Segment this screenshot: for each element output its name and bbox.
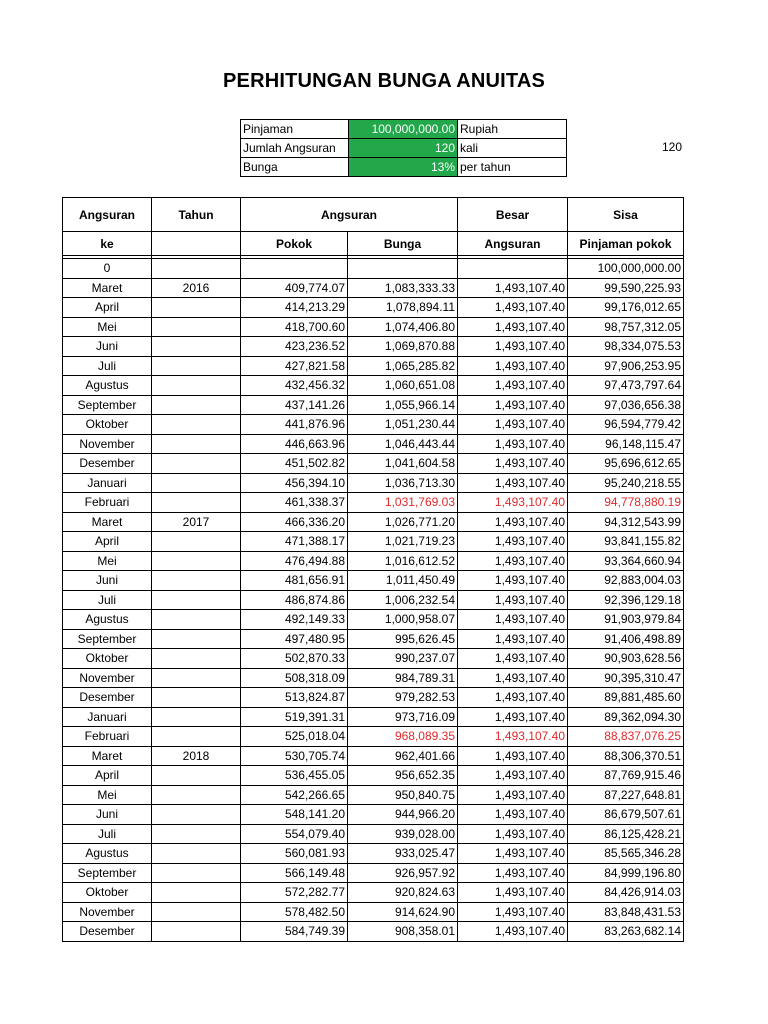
cell-ke: Desember bbox=[63, 454, 152, 474]
cell-tahun bbox=[152, 376, 241, 396]
cell-pokok: 560,081.93 bbox=[241, 844, 348, 864]
cell-ke: Maret bbox=[63, 278, 152, 298]
cell-bunga: 1,069,870.88 bbox=[348, 337, 458, 357]
cell-pokok: 525,018.04 bbox=[241, 727, 348, 747]
cell-besar: 1,493,107.40 bbox=[458, 337, 568, 357]
cell-bunga: 914,624.90 bbox=[348, 902, 458, 922]
cell-tahun bbox=[152, 805, 241, 825]
cell-bunga: 1,036,713.30 bbox=[348, 473, 458, 493]
cell-tahun bbox=[152, 532, 241, 552]
cell-bunga: 979,282.53 bbox=[348, 688, 458, 708]
cell-besar: 1,493,107.40 bbox=[458, 707, 568, 727]
cell-sisa: 96,594,779.42 bbox=[568, 415, 684, 435]
header-row-1 bbox=[63, 198, 684, 232]
cell-pokok: 548,141.20 bbox=[241, 805, 348, 825]
cell-besar: 1,493,107.40 bbox=[458, 532, 568, 552]
table-row bbox=[63, 337, 684, 357]
cell-tahun: 2018 bbox=[152, 746, 241, 766]
cell-besar: 1,493,107.40 bbox=[458, 278, 568, 298]
cell-pokok: 451,502.82 bbox=[241, 454, 348, 474]
info-row bbox=[241, 158, 567, 177]
table-row bbox=[63, 454, 684, 474]
cell-ke: April bbox=[63, 298, 152, 318]
cell-ke: Agustus bbox=[63, 376, 152, 396]
cell-sisa: 83,263,682.14 bbox=[568, 922, 684, 942]
table-row bbox=[63, 395, 684, 415]
cell-ke: Oktober bbox=[63, 883, 152, 903]
cell-sisa: 94,778,880.19 bbox=[568, 493, 684, 513]
cell-ke: Februari bbox=[63, 493, 152, 513]
cell-ke: Februari bbox=[63, 727, 152, 747]
cell-bunga: 1,016,612.52 bbox=[348, 551, 458, 571]
cell-pokok: 427,821.58 bbox=[241, 356, 348, 376]
cell-tahun bbox=[152, 259, 241, 279]
cell-tahun bbox=[152, 785, 241, 805]
cell-besar: 1,493,107.40 bbox=[458, 863, 568, 883]
cell-tahun bbox=[152, 454, 241, 474]
cell-sisa: 90,395,310.47 bbox=[568, 668, 684, 688]
cell-ke: November bbox=[63, 434, 152, 454]
cell-sisa: 93,364,660.94 bbox=[568, 551, 684, 571]
cell-besar: 1,493,107.40 bbox=[458, 805, 568, 825]
cell-pokok: 446,663.96 bbox=[241, 434, 348, 454]
table-row bbox=[63, 922, 684, 942]
cell-ke: Juli bbox=[63, 590, 152, 610]
cell-sisa: 99,590,225.93 bbox=[568, 278, 684, 298]
table-row bbox=[63, 551, 684, 571]
table-row bbox=[63, 610, 684, 630]
cell-bunga: 1,006,232.54 bbox=[348, 590, 458, 610]
cell-sisa: 84,999,196.80 bbox=[568, 863, 684, 883]
cell-bunga: 1,021,719.23 bbox=[348, 532, 458, 552]
table-row bbox=[63, 434, 684, 454]
table-row bbox=[63, 727, 684, 747]
cell-pokok: 437,141.26 bbox=[241, 395, 348, 415]
cell-sisa: 86,125,428.21 bbox=[568, 824, 684, 844]
cell-tahun bbox=[152, 902, 241, 922]
cell-bunga: 1,078,894.11 bbox=[348, 298, 458, 318]
cell-pokok: 572,282.77 bbox=[241, 883, 348, 903]
cell-pokok: 508,318.09 bbox=[241, 668, 348, 688]
table-row bbox=[63, 415, 684, 435]
info-value: 120 bbox=[349, 139, 458, 158]
cell-tahun bbox=[152, 668, 241, 688]
table-row bbox=[63, 668, 684, 688]
cell-besar: 1,493,107.40 bbox=[458, 571, 568, 591]
table-row bbox=[63, 493, 684, 513]
cell-besar: 1,493,107.40 bbox=[458, 356, 568, 376]
cell-tahun bbox=[152, 649, 241, 669]
cell-sisa: 92,396,129.18 bbox=[568, 590, 684, 610]
cell-sisa: 84,426,914.03 bbox=[568, 883, 684, 903]
table-row bbox=[63, 785, 684, 805]
cell-pokok: 432,456.32 bbox=[241, 376, 348, 396]
cell-besar: 1,493,107.40 bbox=[458, 298, 568, 318]
cell-sisa: 93,841,155.82 bbox=[568, 532, 684, 552]
cell-sisa: 95,696,612.65 bbox=[568, 454, 684, 474]
cell-ke: Januari bbox=[63, 473, 152, 493]
cell-bunga: 1,000,958.07 bbox=[348, 610, 458, 630]
cell-tahun: 2017 bbox=[152, 512, 241, 532]
side-count: 120 bbox=[661, 140, 682, 154]
cell-pokok: 502,870.33 bbox=[241, 649, 348, 669]
cell-tahun bbox=[152, 863, 241, 883]
cell-besar: 1,493,107.40 bbox=[458, 590, 568, 610]
header-tahun: Tahun bbox=[152, 198, 241, 232]
cell-pokok: 542,266.65 bbox=[241, 785, 348, 805]
loan-info-table bbox=[240, 119, 567, 177]
cell-sisa: 100,000,000.00 bbox=[568, 259, 684, 279]
table-row bbox=[63, 629, 684, 649]
cell-pokok: 441,876.96 bbox=[241, 415, 348, 435]
table-row bbox=[63, 863, 684, 883]
cell-besar: 1,493,107.40 bbox=[458, 727, 568, 747]
cell-tahun bbox=[152, 688, 241, 708]
cell-pokok: 461,338.37 bbox=[241, 493, 348, 513]
cell-pokok: 409,774.07 bbox=[241, 278, 348, 298]
table-row bbox=[63, 298, 684, 318]
table-row bbox=[63, 590, 684, 610]
cell-tahun bbox=[152, 922, 241, 942]
cell-sisa: 83,848,431.53 bbox=[568, 902, 684, 922]
table-row bbox=[63, 844, 684, 864]
cell-pokok: 566,149.48 bbox=[241, 863, 348, 883]
cell-tahun bbox=[152, 590, 241, 610]
cell-besar: 1,493,107.40 bbox=[458, 415, 568, 435]
cell-ke: Desember bbox=[63, 688, 152, 708]
cell-sisa: 88,837,076.25 bbox=[568, 727, 684, 747]
cell-ke: Oktober bbox=[63, 415, 152, 435]
cell-sisa: 95,240,218.55 bbox=[568, 473, 684, 493]
cell-tahun bbox=[152, 844, 241, 864]
cell-sisa: 86,679,507.61 bbox=[568, 805, 684, 825]
cell-pokok: 423,236.52 bbox=[241, 337, 348, 357]
cell-bunga: 1,046,443.44 bbox=[348, 434, 458, 454]
cell-besar: 1,493,107.40 bbox=[458, 883, 568, 903]
cell-sisa: 90,903,628.56 bbox=[568, 649, 684, 669]
cell-pokok bbox=[241, 259, 348, 279]
table-row bbox=[63, 688, 684, 708]
cell-pokok: 466,336.20 bbox=[241, 512, 348, 532]
cell-bunga: 926,957.92 bbox=[348, 863, 458, 883]
cell-bunga: 973,716.09 bbox=[348, 707, 458, 727]
cell-ke: Januari bbox=[63, 707, 152, 727]
cell-sisa: 91,903,979.84 bbox=[568, 610, 684, 630]
cell-tahun bbox=[152, 356, 241, 376]
info-unit: per tahun bbox=[458, 158, 567, 177]
cell-bunga: 933,025.47 bbox=[348, 844, 458, 864]
cell-bunga: 944,966.20 bbox=[348, 805, 458, 825]
cell-tahun bbox=[152, 317, 241, 337]
table-row bbox=[63, 473, 684, 493]
cell-bunga: 1,051,230.44 bbox=[348, 415, 458, 435]
info-row bbox=[241, 139, 567, 158]
cell-sisa: 87,227,648.81 bbox=[568, 785, 684, 805]
cell-ke: Mei bbox=[63, 317, 152, 337]
cell-besar: 1,493,107.40 bbox=[458, 551, 568, 571]
cell-sisa: 98,334,075.53 bbox=[568, 337, 684, 357]
cell-besar: 1,493,107.40 bbox=[458, 688, 568, 708]
cell-tahun bbox=[152, 629, 241, 649]
cell-ke: Juni bbox=[63, 805, 152, 825]
cell-pokok: 456,394.10 bbox=[241, 473, 348, 493]
cell-bunga: 990,237.07 bbox=[348, 649, 458, 669]
header-row-2 bbox=[63, 232, 684, 256]
cell-ke: Juni bbox=[63, 571, 152, 591]
amortization-table bbox=[62, 197, 684, 942]
cell-bunga: 1,031,769.03 bbox=[348, 493, 458, 513]
cell-bunga: 984,789.31 bbox=[348, 668, 458, 688]
cell-besar: 1,493,107.40 bbox=[458, 649, 568, 669]
header-ke: ke bbox=[63, 232, 152, 256]
cell-ke: Maret bbox=[63, 512, 152, 532]
cell-bunga: 1,060,651.08 bbox=[348, 376, 458, 396]
cell-pokok: 492,149.33 bbox=[241, 610, 348, 630]
cell-sisa: 91,406,498.89 bbox=[568, 629, 684, 649]
cell-bunga: 995,626.45 bbox=[348, 629, 458, 649]
table-row bbox=[63, 902, 684, 922]
header-besar: Besar bbox=[458, 198, 568, 232]
table-row bbox=[63, 649, 684, 669]
cell-tahun bbox=[152, 610, 241, 630]
table-row bbox=[63, 278, 684, 298]
cell-sisa: 98,757,312.05 bbox=[568, 317, 684, 337]
cell-ke: November bbox=[63, 668, 152, 688]
info-value: 13% bbox=[349, 158, 458, 177]
cell-pokok: 486,874.86 bbox=[241, 590, 348, 610]
header-angsuran: Angsuran bbox=[241, 198, 458, 232]
cell-sisa: 85,565,346.28 bbox=[568, 844, 684, 864]
cell-tahun bbox=[152, 415, 241, 435]
cell-sisa: 96,148,115.47 bbox=[568, 434, 684, 454]
cell-bunga: 1,011,450.49 bbox=[348, 571, 458, 591]
cell-ke: Desember bbox=[63, 922, 152, 942]
cell-tahun bbox=[152, 824, 241, 844]
cell-besar: 1,493,107.40 bbox=[458, 844, 568, 864]
table-row bbox=[63, 376, 684, 396]
cell-ke: Agustus bbox=[63, 610, 152, 630]
cell-tahun bbox=[152, 883, 241, 903]
table-row bbox=[63, 317, 684, 337]
cell-ke: April bbox=[63, 532, 152, 552]
cell-bunga: 1,026,771.20 bbox=[348, 512, 458, 532]
header-sisa: Sisa bbox=[568, 198, 684, 232]
cell-besar: 1,493,107.40 bbox=[458, 629, 568, 649]
cell-besar: 1,493,107.40 bbox=[458, 922, 568, 942]
cell-tahun bbox=[152, 434, 241, 454]
cell-ke: September bbox=[63, 863, 152, 883]
cell-bunga: 1,065,285.82 bbox=[348, 356, 458, 376]
cell-tahun bbox=[152, 551, 241, 571]
cell-pokok: 471,388.17 bbox=[241, 532, 348, 552]
cell-besar: 1,493,107.40 bbox=[458, 395, 568, 415]
cell-besar: 1,493,107.40 bbox=[458, 610, 568, 630]
cell-besar: 1,493,107.40 bbox=[458, 902, 568, 922]
cell-besar: 1,493,107.40 bbox=[458, 668, 568, 688]
cell-sisa: 97,473,797.64 bbox=[568, 376, 684, 396]
cell-besar: 1,493,107.40 bbox=[458, 824, 568, 844]
cell-tahun bbox=[152, 395, 241, 415]
cell-ke: 0 bbox=[63, 259, 152, 279]
cell-bunga: 1,083,333.33 bbox=[348, 278, 458, 298]
cell-bunga: 956,652.35 bbox=[348, 766, 458, 786]
cell-pokok: 536,455.05 bbox=[241, 766, 348, 786]
table-row bbox=[63, 356, 684, 376]
info-unit: kali bbox=[458, 139, 567, 158]
header-pinjaman-pokok: Pinjaman pokok bbox=[568, 232, 684, 256]
cell-bunga bbox=[348, 259, 458, 279]
table-row bbox=[63, 746, 684, 766]
cell-tahun bbox=[152, 337, 241, 357]
cell-sisa: 99,176,012.65 bbox=[568, 298, 684, 318]
cell-sisa: 88,306,370.51 bbox=[568, 746, 684, 766]
info-row bbox=[241, 120, 567, 139]
cell-pokok: 530,705.74 bbox=[241, 746, 348, 766]
cell-bunga: 962,401.66 bbox=[348, 746, 458, 766]
cell-besar: 1,493,107.40 bbox=[458, 512, 568, 532]
cell-ke: Juni bbox=[63, 337, 152, 357]
cell-sisa: 92,883,004.03 bbox=[568, 571, 684, 591]
cell-besar: 1,493,107.40 bbox=[458, 493, 568, 513]
cell-bunga: 908,358.01 bbox=[348, 922, 458, 942]
table-row bbox=[63, 707, 684, 727]
cell-bunga: 1,041,604.58 bbox=[348, 454, 458, 474]
cell-pokok: 513,824.87 bbox=[241, 688, 348, 708]
cell-ke: Juli bbox=[63, 824, 152, 844]
cell-bunga: 1,055,966.14 bbox=[348, 395, 458, 415]
cell-sisa: 97,036,656.38 bbox=[568, 395, 684, 415]
table-row bbox=[63, 571, 684, 591]
cell-tahun: 2016 bbox=[152, 278, 241, 298]
cell-ke: Oktober bbox=[63, 649, 152, 669]
cell-pokok: 554,079.40 bbox=[241, 824, 348, 844]
header-angsuran-ke: Angsuran bbox=[63, 198, 152, 232]
header-empty bbox=[152, 232, 241, 256]
cell-besar bbox=[458, 259, 568, 279]
info-label: Pinjaman bbox=[241, 120, 349, 139]
cell-bunga: 1,074,406.80 bbox=[348, 317, 458, 337]
table-row bbox=[63, 766, 684, 786]
cell-tahun bbox=[152, 473, 241, 493]
cell-bunga: 950,840.75 bbox=[348, 785, 458, 805]
cell-pokok: 584,749.39 bbox=[241, 922, 348, 942]
cell-besar: 1,493,107.40 bbox=[458, 376, 568, 396]
cell-besar: 1,493,107.40 bbox=[458, 785, 568, 805]
cell-pokok: 476,494.88 bbox=[241, 551, 348, 571]
table-row bbox=[63, 532, 684, 552]
cell-ke: Mei bbox=[63, 785, 152, 805]
cell-tahun bbox=[152, 493, 241, 513]
cell-pokok: 414,213.29 bbox=[241, 298, 348, 318]
cell-ke: Juli bbox=[63, 356, 152, 376]
cell-besar: 1,493,107.40 bbox=[458, 434, 568, 454]
cell-bunga: 920,824.63 bbox=[348, 883, 458, 903]
info-label: Bunga bbox=[241, 158, 349, 177]
cell-tahun bbox=[152, 766, 241, 786]
cell-pokok: 497,480.95 bbox=[241, 629, 348, 649]
cell-tahun bbox=[152, 707, 241, 727]
cell-ke: Mei bbox=[63, 551, 152, 571]
table-row-initial bbox=[63, 259, 684, 279]
cell-sisa: 89,881,485.60 bbox=[568, 688, 684, 708]
header-besar-angsuran: Angsuran bbox=[458, 232, 568, 256]
cell-besar: 1,493,107.40 bbox=[458, 473, 568, 493]
cell-sisa: 89,362,094.30 bbox=[568, 707, 684, 727]
cell-ke: Agustus bbox=[63, 844, 152, 864]
table-row bbox=[63, 512, 684, 532]
table-row bbox=[63, 805, 684, 825]
info-unit: Rupiah bbox=[458, 120, 567, 139]
cell-ke: Maret bbox=[63, 746, 152, 766]
table-row bbox=[63, 883, 684, 903]
cell-sisa: 97,906,253.95 bbox=[568, 356, 684, 376]
cell-bunga: 939,028.00 bbox=[348, 824, 458, 844]
page-title: PERHITUNGAN BUNGA ANUITAS bbox=[222, 70, 546, 92]
cell-besar: 1,493,107.40 bbox=[458, 454, 568, 474]
info-label: Jumlah Angsuran bbox=[241, 139, 349, 158]
info-value: 100,000,000.00 bbox=[349, 120, 458, 139]
cell-tahun bbox=[152, 727, 241, 747]
cell-ke: April bbox=[63, 766, 152, 786]
header-pokok: Pokok bbox=[241, 232, 348, 256]
cell-besar: 1,493,107.40 bbox=[458, 746, 568, 766]
cell-ke: September bbox=[63, 629, 152, 649]
cell-besar: 1,493,107.40 bbox=[458, 766, 568, 786]
cell-pokok: 481,656.91 bbox=[241, 571, 348, 591]
cell-pokok: 578,482.50 bbox=[241, 902, 348, 922]
table-row bbox=[63, 824, 684, 844]
cell-besar: 1,493,107.40 bbox=[458, 317, 568, 337]
cell-bunga: 968,089.35 bbox=[348, 727, 458, 747]
cell-pokok: 418,700.60 bbox=[241, 317, 348, 337]
cell-sisa: 87,769,915.46 bbox=[568, 766, 684, 786]
header-bunga: Bunga bbox=[348, 232, 458, 256]
cell-tahun bbox=[152, 298, 241, 318]
cell-tahun bbox=[152, 571, 241, 591]
cell-ke: November bbox=[63, 902, 152, 922]
cell-sisa: 94,312,543.99 bbox=[568, 512, 684, 532]
cell-ke: September bbox=[63, 395, 152, 415]
cell-pokok: 519,391.31 bbox=[241, 707, 348, 727]
